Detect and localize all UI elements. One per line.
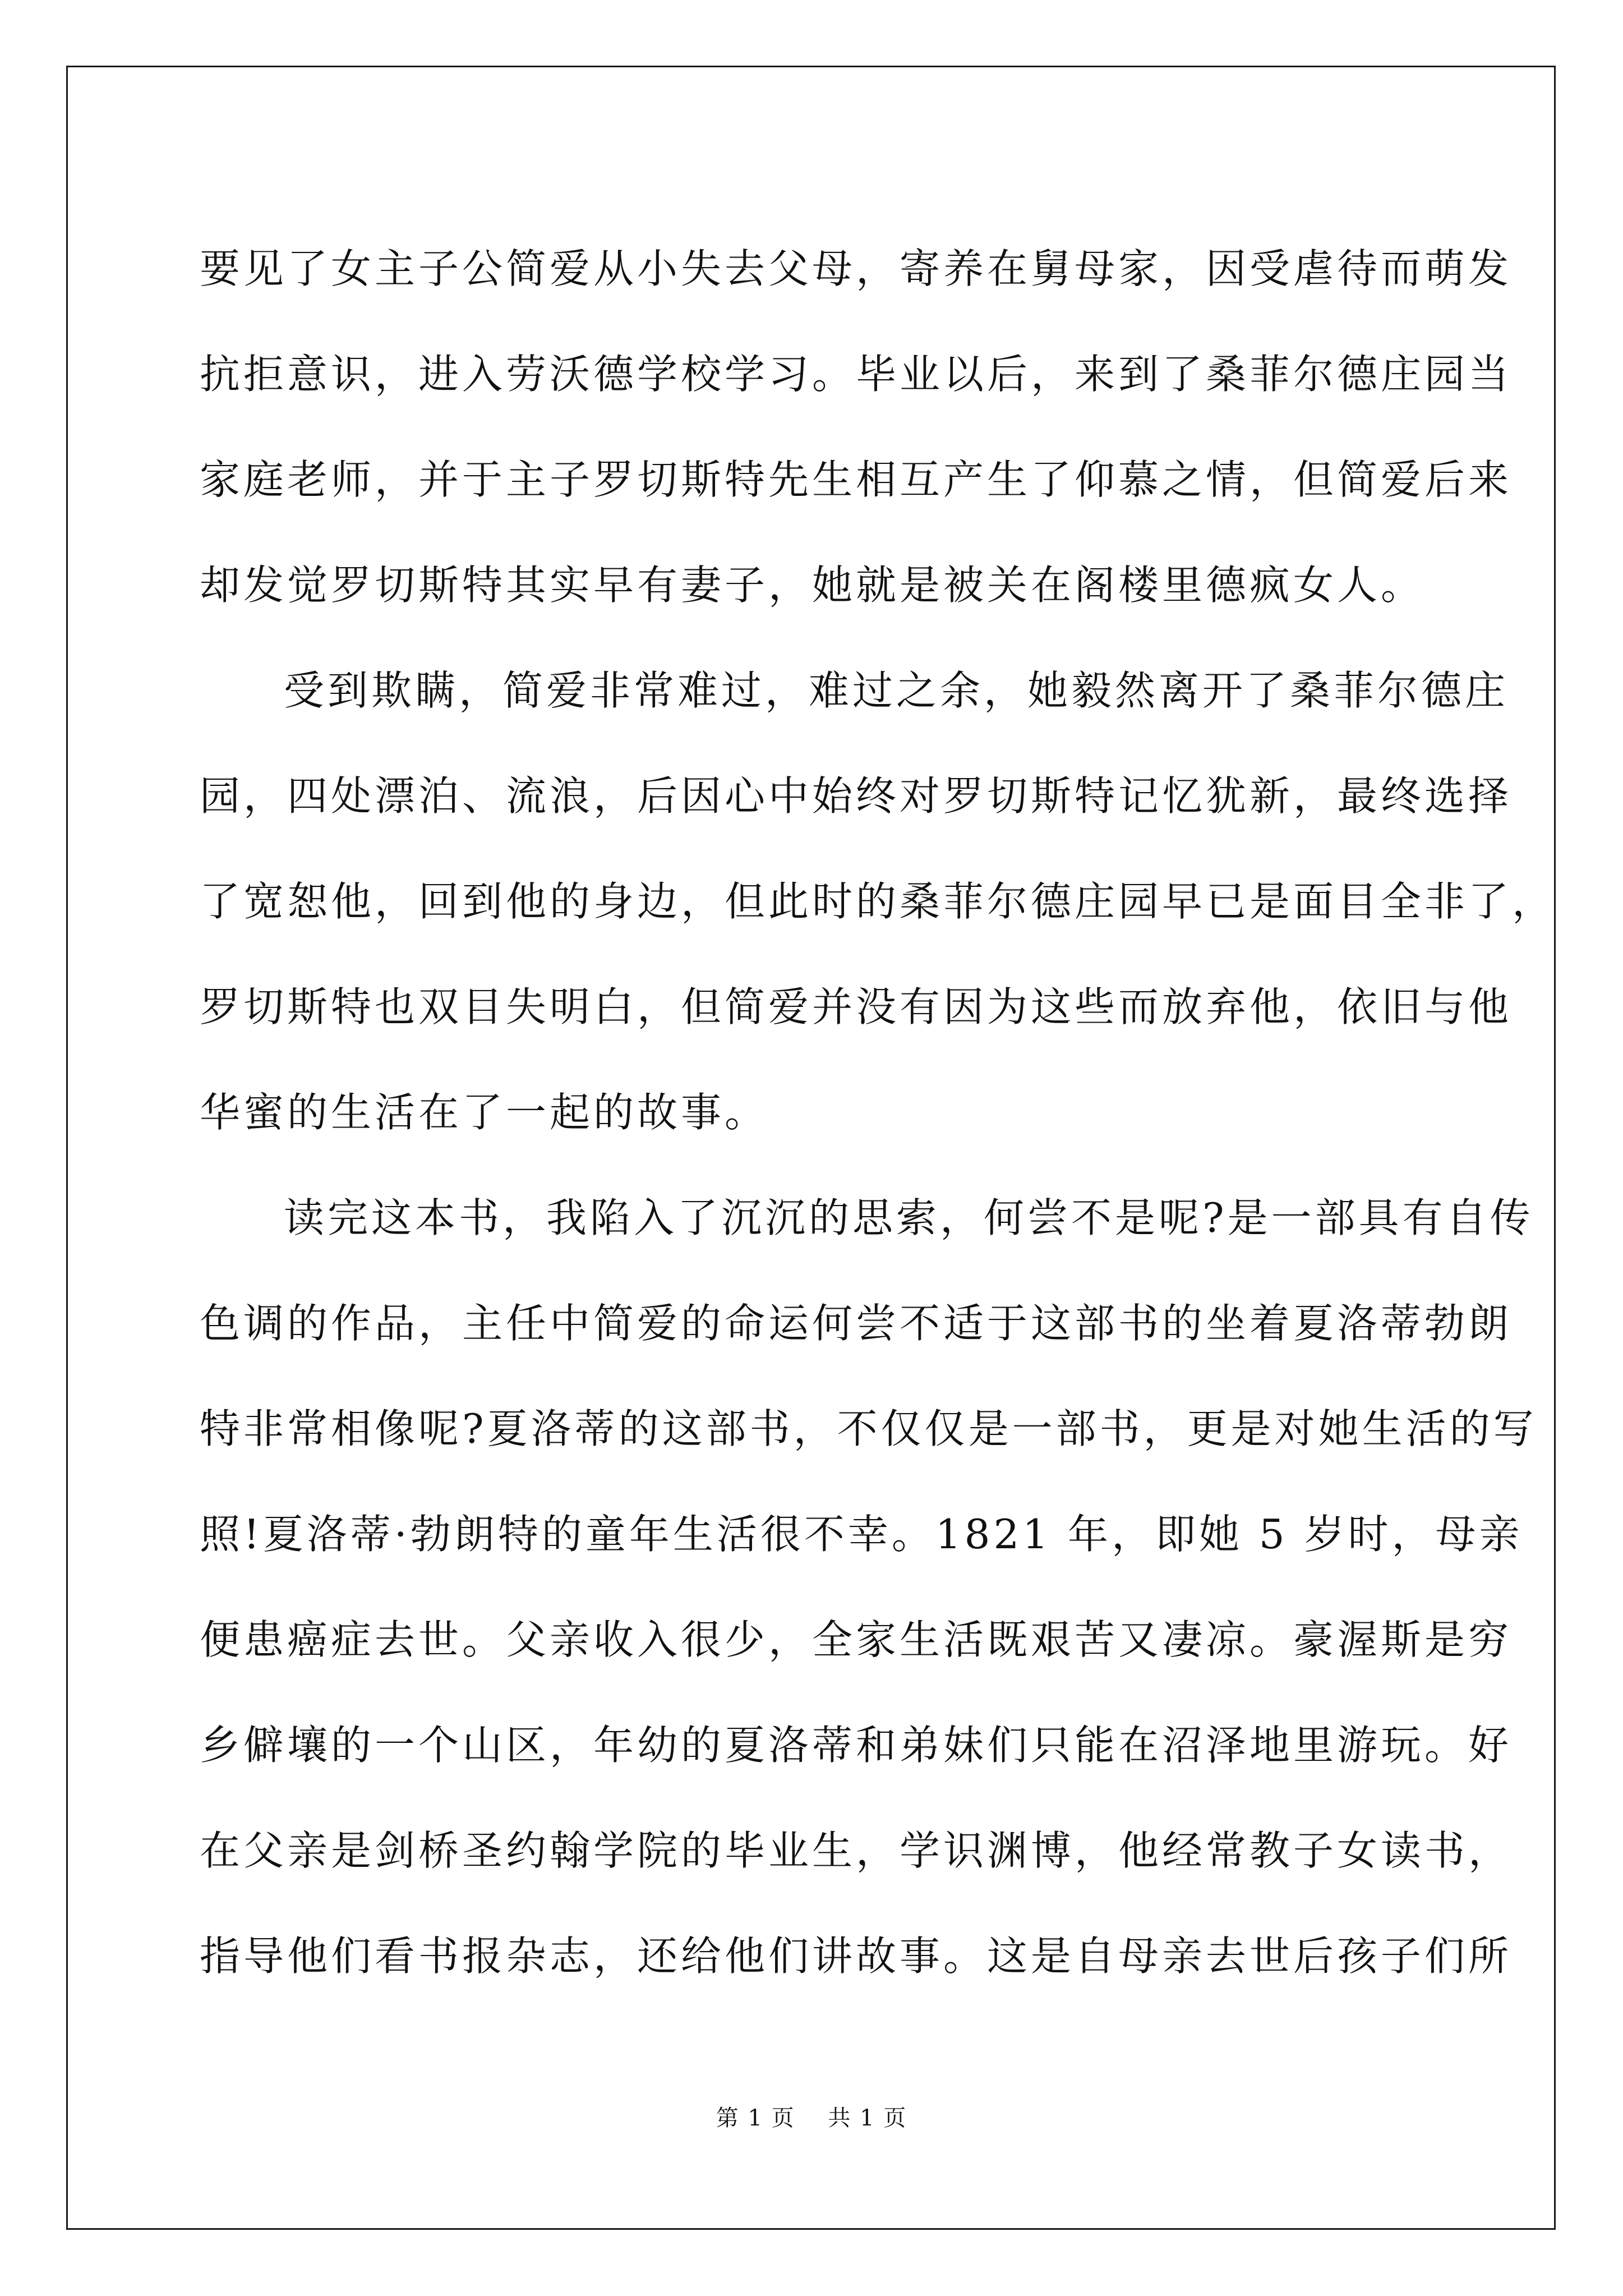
text-line: 特非常相像呢?夏洛蒂的这部书，不仅仅是一部书，更是对她生活的写	[200, 1405, 1537, 1452]
text-line: 受到欺瞒，简爱非常难过，难过之余，她毅然离开了桑菲尔德庄	[284, 667, 1509, 714]
page-footer	[0, 2100, 1623, 2132]
paragraph-2	[200, 638, 1556, 1165]
text-line: 读完这本书，我陷入了沉沉的思索，何尝不是呢?是一部具有自传	[284, 1194, 1534, 1241]
text-line: 了宽恕他，回到他的身边，但此时的桑菲尔德庄园早已是面目全非了，	[200, 878, 1556, 925]
text-line: 园，四处漂泊、流浪，后因心中始终对罗切斯特记忆犹新，最终选择	[200, 772, 1513, 820]
text-line: 却发觉罗切斯特其实早有妻子，她就是被关在阁楼里德疯女人。	[200, 562, 1425, 609]
paragraph-3	[200, 1165, 1537, 2009]
text-line: 抗拒意识，进入劳沃德学校学习。毕业以后，来到了桑菲尔德庄园当	[200, 351, 1513, 398]
paragraph-1	[200, 216, 1513, 638]
text-line: 便患癌症去世。父亲收入很少，全家生活既艰苦又凄凉。豪渥斯是穷	[200, 1616, 1513, 1663]
text-line: 色调的作品，主任中简爱的命运何尝不适于这部书的坐着夏洛蒂勃朗	[200, 1300, 1513, 1347]
text-line: 要见了女主子公简爱从小失去父母，寄养在舅母家，因受虐待而萌发	[200, 245, 1513, 292]
text-line: 华蜜的生活在了一起的故事。	[200, 1089, 769, 1136]
document-body	[200, 216, 1556, 2009]
text-line: 乡僻壤的一个山区，年幼的夏洛蒂和弟妹们只能在沼泽地里游玩。好	[200, 1722, 1513, 1769]
text-line: 指导他们看书报杂志，还给他们讲故事。这是自母亲去世后孩子们所	[200, 1932, 1513, 1980]
page-number: 第 1 页	[716, 2105, 795, 2131]
text-line: 在父亲是剑桥圣约翰学院的毕业生，学识渊博，他经常教子女读书，	[200, 1827, 1513, 1874]
text-line: 家庭老师，并于主子罗切斯特先生相互产生了仰慕之情，但简爱后来	[200, 456, 1513, 503]
text-line: 罗切斯特也双目失明白，但简爱并没有因为这些而放弃他，依旧与他	[200, 983, 1513, 1030]
page-total: 共 1 页	[828, 2105, 907, 2131]
text-line: 照!夏洛蒂·勃朗特的童年生活很不幸。1821 年，即她 5 岁时，母亲	[200, 1511, 1523, 1558]
